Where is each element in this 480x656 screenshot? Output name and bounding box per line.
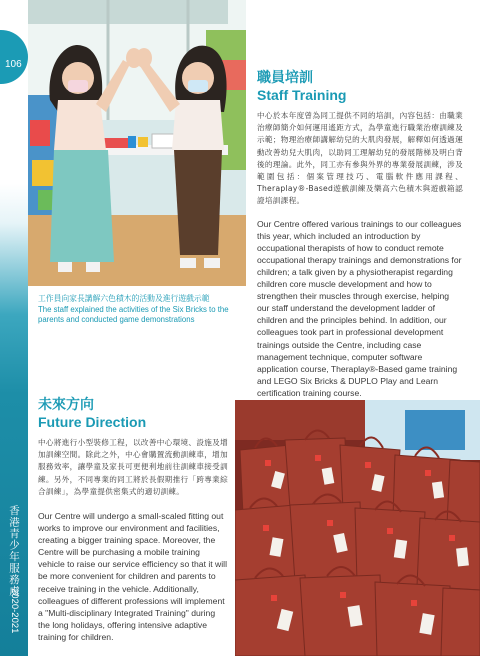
staff-training-body-en: Our Centre offered various trainings to our colleagues this year, which included an introduction by occupational therapists of how to conduct remote occupational therapy trainings and demonstrations for children; a talk given by a physiotherapist regarding children core muscle development and how to strengthen their muscles through exercise, helping our staff understand the development ladder of children and the principles behind. In addition, our colleagues took part in professional development trainings outside the Centre, including case management technique, computer software application course, Theraplay®-Based game training and LEGO Six Bricks & DUPLO Play and Learn certification training course. [257,218,462,398]
future-direction-section [38,397,228,643]
page-number: 106 [5,59,22,70]
staff-training-body-cn: 中心於本年度曾為同工提供不同的培訓，內容包括：由職業治療師簡介如何運用遙距方式，為學童進行職業治療訓練及示範；物理治療師講解幼兒的大肌肉發展，解釋如何透過運動改善幼兒大肌肉，以助同工理解幼兒的發展階梯及明白背後的理論。此外，同工亦有參與外界的專業發展訓練，涉及範圍包括：個案管理技巧、電腦軟件應用課程、Theraplay®-Based遊戲訓練及樂高六色積木與遊戲箱認證培訓課程。 [257,111,463,206]
caption-english: The staff explained the activities of the Six Bricks to the parents and conducted game demonstrations [38,305,229,324]
side-year-label: 2020-2021 [9,588,20,634]
staff-training-section [257,70,463,399]
future-direction-title-en: Future Direction [38,414,147,430]
side-organization-label: 香港青少年服務處 [8,505,20,597]
staff-demonstration-photo [28,0,246,286]
gift-bags-photo [235,400,480,656]
photo-caption [38,293,238,325]
future-direction-body-cn: 中心將進行小型裝修工程，以改善中心環境、設施及增加訓練空間。除此之外，中心會購置流動訓練車，增加服務效率，讓學童及家長可更便利地前往訓練車接受訓練。另外，不同專業的同工將於長假期推行「跨專業綜合訓練」，為學童提供密集式的適切訓練。 [38,438,228,496]
future-direction-body-en: Our Centre will undergo a small-scaled fitting out works to improve our environment and facilities, creating a bigger training space. Moreover, the Centre will be purchasing a mobile training vehicle to raise our service efficiency so that it will be more convenient for children and parents to receive training in the vehicle. Additionally, colleagues of different professions will implement a "Multi-disciplinary Integrated Training" during the long holidays, offering intensive adaptive training for children. [38,511,227,642]
staff-training-title-cn: 職員培訓 [257,70,313,86]
staff-training-title-en: Staff Training [257,87,347,103]
caption-chinese: 工作員向家長講解六色積木的活動及進行遊戲示範 [38,294,210,303]
future-direction-title-cn: 未來方向 [38,397,94,413]
